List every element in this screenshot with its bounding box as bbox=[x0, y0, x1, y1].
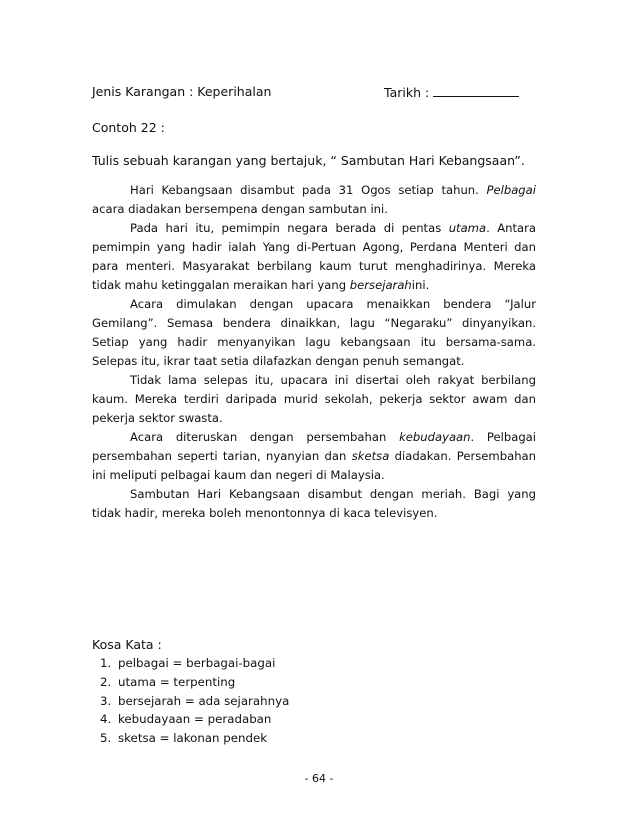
vocab-word-pelbagai: Pelbagai bbox=[486, 183, 536, 197]
essay-paragraph-2: Pada hari itu, pemimpin negara berada di pentas utama. Antara pemimpin yang hadir ialah Yang di-Pertuan Agong, Perdana Menteri dan para menteri. Masyarakat berbilang kaum turut menghadirinya. Mereka tidak mahu ketinggalan meraikan hari yang bersejarahini. bbox=[92, 221, 537, 292]
vocab-word-kebudayaan: kebudayaan bbox=[399, 430, 471, 444]
example-label: Contoh 22 : bbox=[92, 120, 165, 135]
date-blank-line bbox=[433, 84, 519, 97]
essay-paragraph-3: Acara dimulakan dengan upacara menaikkan bendera “Jalur Gemilang”. Semasa bendera dinaikkan, lagu “Negaraku” dinyanyikan. Setiap yang hadir menyanyikan lagu kebangsaan itu bersama-sama. Selepas itu, ikrar taat setia dilafazkan dengan penuh semangat. bbox=[92, 297, 536, 368]
vocab-title: Kosa Kata : bbox=[92, 637, 162, 652]
page-number: - 64 - bbox=[304, 772, 334, 785]
essay-task: Tulis sebuah karangan yang bertajuk, “ Sambutan Hari Kebangsaan”. bbox=[92, 153, 525, 168]
date-label: Tarikh : bbox=[384, 85, 430, 100]
vocab-item: 4. kebudayaan = peradaban bbox=[100, 712, 272, 727]
vocab-item: 2. utama = terpenting bbox=[100, 674, 236, 689]
essay-body bbox=[92, 181, 536, 523]
vocab-list bbox=[100, 654, 289, 748]
essay-type-label: Jenis Karangan : Keperihalan bbox=[92, 84, 272, 99]
date-field bbox=[384, 84, 519, 100]
essay-paragraph-6: Sambutan Hari Kebangsaan disambut dengan meriah. Bagi yang tidak hadir, mereka boleh menontonnya di kaca televisyen. bbox=[92, 487, 536, 520]
vocab-item: 5. sketsa = lakonan pendek bbox=[100, 731, 268, 746]
vocab-item: 3. bersejarah = ada sejarahnya bbox=[100, 693, 290, 708]
essay-paragraph-5: Acara diteruskan dengan persembahan kebudayaan. Pelbagai persembahan seperti tarian, nyanyian dan sketsa diadakan. Persembahan ini meliputi pelbagai kaum dan negeri di Malaysia. bbox=[92, 430, 537, 482]
vocab-item: 1. pelbagai = berbagai-bagai bbox=[100, 656, 276, 670]
vocab-word-sketsa: sketsa bbox=[351, 449, 390, 463]
vocab-word-bersejarah: bersejarah bbox=[349, 278, 412, 292]
essay-paragraph-4: Tidak lama selepas itu, upacara ini disertai oleh rakyat berbilang kaum. Mereka terdiri daripada murid sekolah, pekerja sektor awam dan pekerja sektor swasta. bbox=[92, 373, 536, 425]
vocab-word-utama: utama bbox=[448, 221, 487, 235]
essay-paragraph-1: Hari Kebangsaan disambut pada 31 Ogos setiap tahun. Pelbagai acara diadakan bersempena dengan sambutan ini. bbox=[92, 183, 536, 216]
